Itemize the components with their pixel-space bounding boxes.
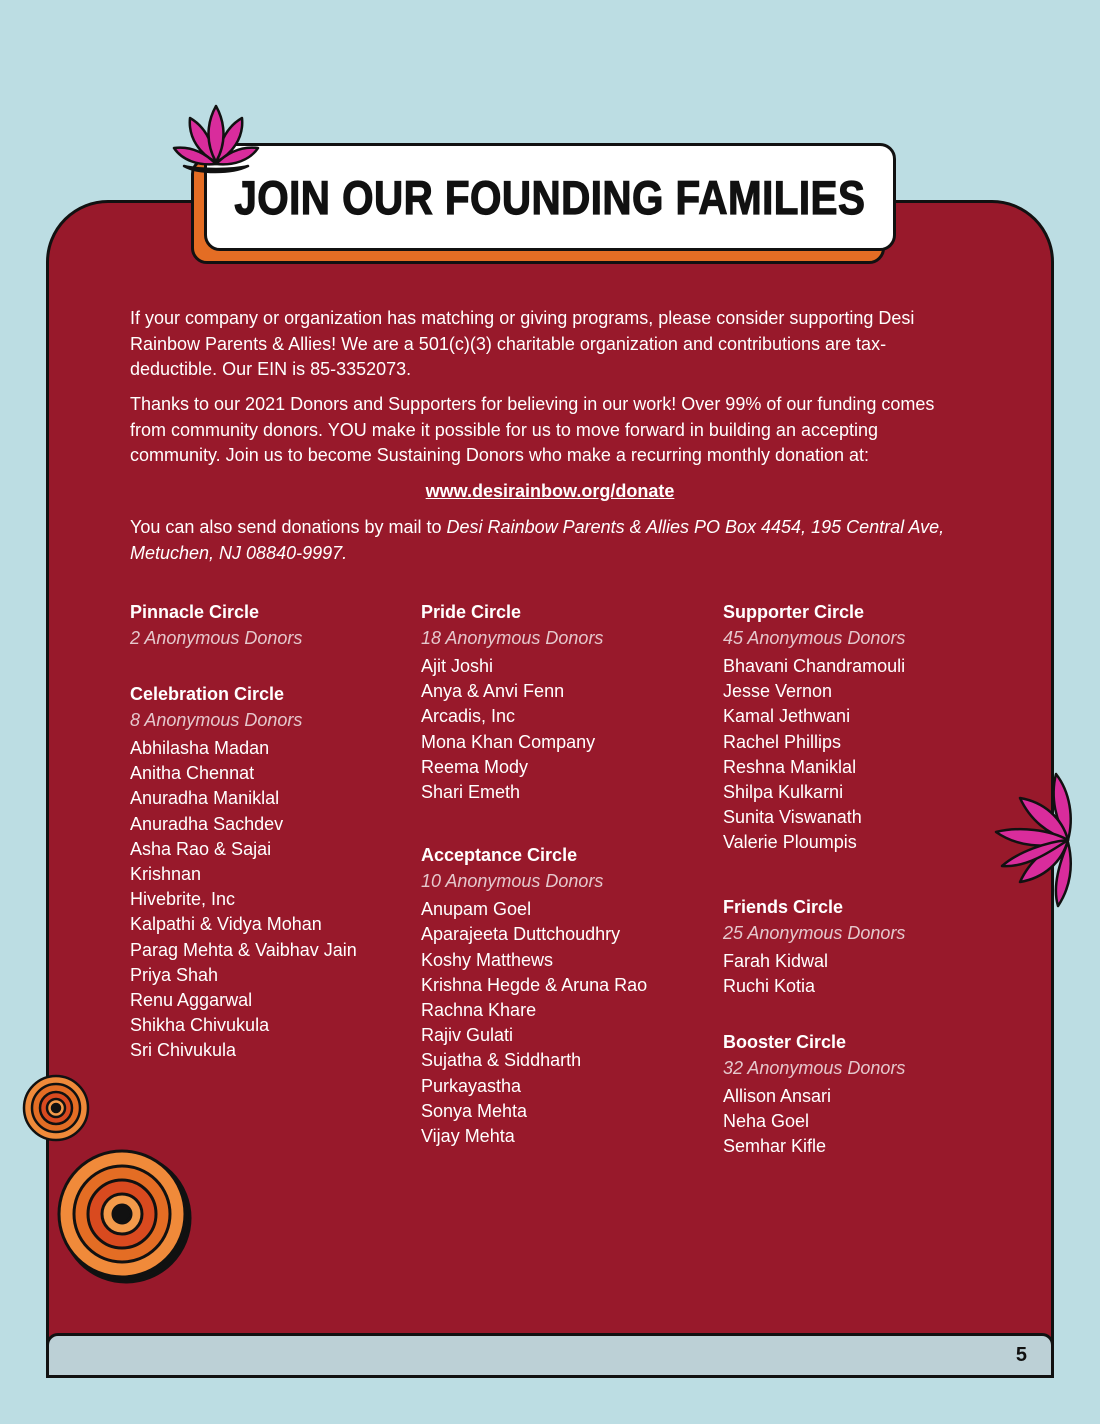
mail-address: Desi Rainbow Parents & Allies PO Box 4454, 195 Central Ave, Metuchen, NJ 08840-9997. bbox=[130, 517, 945, 563]
intro-paragraph: If your company or organization has matching or giving programs, please consider supporting Desi Rainbow Parents & Allies! We are a 501(c)(3) charitable organization and contributions are tax-deductible. Our EIN is 85-3352073. bbox=[130, 308, 915, 379]
circle-title: Acceptance Circle bbox=[421, 845, 578, 866]
donor-name: Sunita Viswanath bbox=[723, 807, 862, 828]
donor-column-3 bbox=[723, 599, 963, 1190]
donor-name: Neha Goel bbox=[723, 1111, 810, 1132]
donor-name: Farah Kidwal bbox=[723, 950, 829, 971]
donor-name: Sujatha & Siddharth bbox=[421, 1050, 582, 1071]
anonymous-count: 8 Anonymous Donors bbox=[130, 710, 303, 730]
marigold-flower-icon bbox=[20, 1072, 92, 1144]
donor-name: Hivebrite, Inc bbox=[130, 889, 236, 910]
anonymous-count: 32 Anonymous Donors bbox=[723, 1058, 906, 1079]
donor-name: Ajit Joshi bbox=[421, 656, 494, 676]
donor-name: Aparajeeta Duttchoudhry bbox=[421, 924, 621, 945]
anonymous-count: 2 Anonymous Donors bbox=[130, 628, 303, 648]
anonymous-count: 25 Anonymous Donors bbox=[723, 922, 906, 943]
thanks-paragraph: Thanks to our 2021 Donors and Supporters for believing in our work! Over 99% of our funding comes from community donors. YOU make it possible for us to move forward in building an accepting community. Join us to become Sustaining Donors who make a recurring monthly donation at: bbox=[130, 394, 935, 465]
donor-name: Shari Emeth bbox=[421, 782, 521, 803]
circle-group bbox=[130, 681, 400, 1064]
donor-name: Shikha Chivukula bbox=[130, 1015, 270, 1036]
mail-paragraph bbox=[130, 515, 960, 566]
title-banner bbox=[204, 143, 896, 251]
circle-title: Celebration Circle bbox=[130, 684, 285, 704]
donor-name: Reshna Maniklal bbox=[723, 756, 857, 777]
donor-name: Mona Khan Company bbox=[421, 731, 596, 752]
donor-name: Anupam Goel bbox=[421, 899, 532, 920]
donor-name: Abhilasha Madan bbox=[130, 738, 270, 758]
donor-name: Anitha Chennat bbox=[130, 763, 255, 784]
donor-name: Vijay Mehta bbox=[421, 1126, 515, 1147]
circle-title: Friends Circle bbox=[723, 896, 844, 917]
donor-name: Rajiv Gulati bbox=[421, 1025, 514, 1046]
page-title: JOIN OUR FOUNDING FAMILIES bbox=[234, 170, 866, 224]
donor-name: Krishna Hegde & Aruna Rao bbox=[421, 974, 648, 995]
donor-name: Jesse Vernon bbox=[723, 681, 833, 702]
donor-name: Parag Mehta & Vaibhav Jain bbox=[130, 939, 357, 960]
lotus-icon bbox=[170, 104, 262, 176]
page-number: 5 bbox=[1015, 1344, 1027, 1366]
donor-name: Renu Aggarwal bbox=[130, 990, 253, 1011]
circle-group bbox=[723, 1029, 963, 1160]
donor-name: Priya Shah bbox=[130, 964, 219, 985]
circle-title: Supporter Circle bbox=[723, 602, 865, 622]
marigold-flower-icon bbox=[54, 1146, 194, 1286]
donor-name: Anuradha Maniklal bbox=[130, 788, 280, 809]
donor-name: Shilpa Kulkarni bbox=[723, 782, 844, 803]
lotus-icon bbox=[990, 770, 1074, 910]
donor-name: Bhavani Chandramouli bbox=[723, 656, 906, 676]
anonymous-count: 45 Anonymous Donors bbox=[723, 628, 906, 648]
donor-name: Kamal Jethwani bbox=[723, 706, 851, 727]
donor-name: Sonya Mehta bbox=[421, 1100, 528, 1121]
circle-group bbox=[723, 894, 963, 999]
donor-name: Asha Rao & Sajai bbox=[130, 838, 272, 859]
donor-name: Sri Chivukula bbox=[130, 1040, 237, 1061]
donor-name: Arcadis, Inc bbox=[421, 706, 516, 727]
donor-name: Rachel Phillips bbox=[723, 731, 842, 752]
donor-name: Reema Mody bbox=[421, 756, 529, 777]
donor-name: Valerie Ploumpis bbox=[723, 832, 857, 853]
circle-title: Pride Circle bbox=[421, 602, 522, 622]
donor-name: Purkayastha bbox=[421, 1075, 522, 1096]
donor-name: Rachna Khare bbox=[421, 1000, 537, 1021]
donor-name: Allison Ansari bbox=[723, 1086, 832, 1107]
circle-group bbox=[723, 599, 963, 856]
donor-name: Anya & Anvi Fenn bbox=[421, 681, 565, 702]
footer-bar bbox=[46, 1333, 1054, 1378]
circle-title: Pinnacle Circle bbox=[130, 602, 260, 622]
donor-name: Koshy Matthews bbox=[421, 949, 554, 970]
circle-group bbox=[421, 842, 701, 1149]
circle-title: Booster Circle bbox=[723, 1032, 847, 1053]
donor-column-1 bbox=[130, 599, 400, 1094]
anonymous-count: 10 Anonymous Donors bbox=[421, 871, 604, 892]
circle-group bbox=[421, 599, 701, 805]
donor-column-2 bbox=[421, 599, 701, 1179]
donor-name: Kalpathi & Vidya Mohan bbox=[130, 914, 322, 935]
mail-prefix: You can also send donations by mail to bbox=[130, 517, 447, 537]
circle-group bbox=[130, 599, 400, 651]
donor-name: Ruchi Kotia bbox=[723, 975, 816, 996]
donor-name: Anuradha Sachdev bbox=[130, 813, 284, 834]
donor-name: Semhar Kifle bbox=[723, 1136, 827, 1157]
donor-name: Krishnan bbox=[130, 864, 202, 885]
anonymous-count: 18 Anonymous Donors bbox=[421, 628, 604, 648]
donate-link[interactable]: www.desirainbow.org/donate bbox=[425, 481, 675, 501]
